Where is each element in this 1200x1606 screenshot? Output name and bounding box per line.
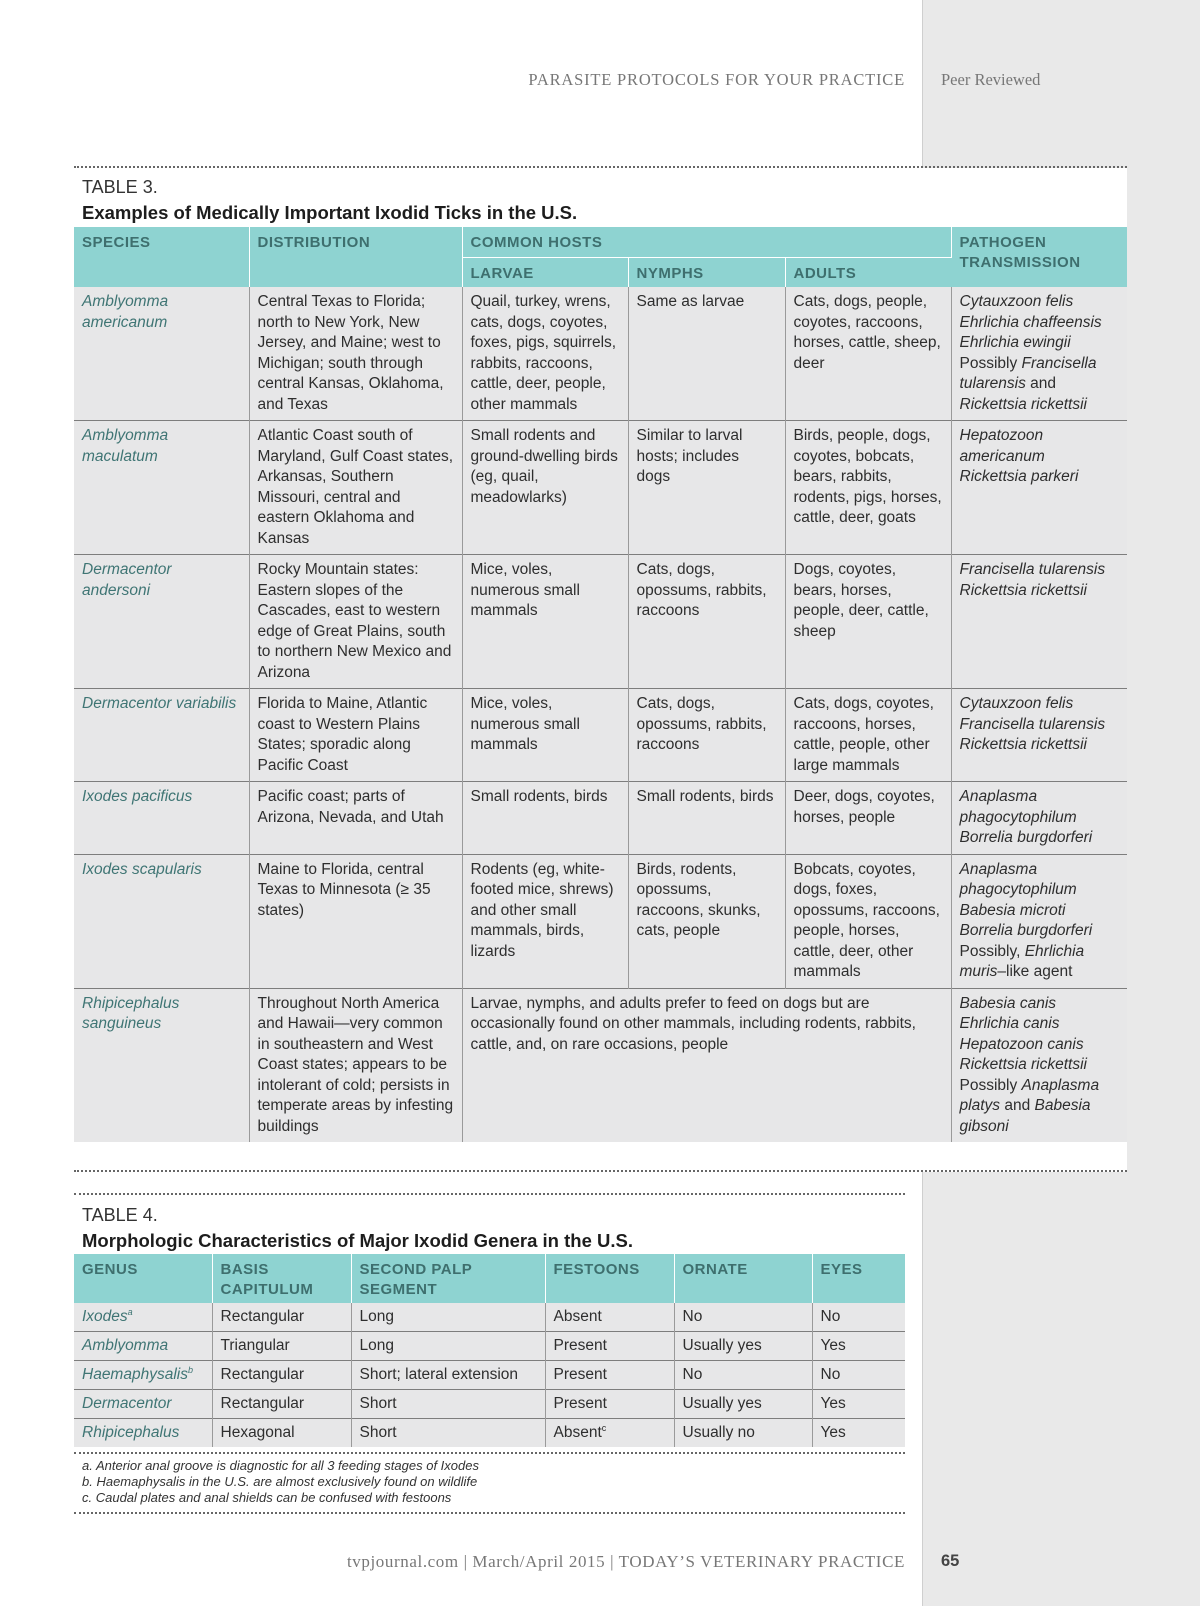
- genus-cell: [74, 1390, 212, 1419]
- table-row: [74, 1332, 905, 1361]
- section-tag: Peer Reviewed: [941, 70, 1041, 89]
- festoons-value: Present: [553, 1366, 607, 1383]
- pathogen-item: Rickettsia rickettsii: [959, 581, 1087, 599]
- pathogen-item: Rickettsia parkeri: [959, 468, 1079, 485]
- palp-cell: Short: [351, 1390, 545, 1419]
- pathogen-cell: [951, 689, 1127, 782]
- pathogen-possible: [960, 354, 1120, 416]
- pathogen-item: Hepatozoon americanum: [959, 427, 1045, 465]
- distribution-cell: Florida to Maine, Atlantic coast to Western Plains States; sporadic along Pacific Coast: [249, 689, 462, 782]
- nymphs-cell: Same as larvae: [628, 287, 785, 421]
- genus-cell: [74, 1419, 212, 1448]
- table-row: [74, 1419, 905, 1448]
- col-header-second-palp: SECOND PALP SEGMENT: [351, 1254, 545, 1303]
- larvae-cell: Quail, turkey, wrens, cats, dogs, coyotes, foxes, pigs, squirrels, rabbits, raccoons, cattle, deer, people, other mammals: [462, 287, 628, 421]
- festoons-cell: [545, 1332, 674, 1361]
- pathogen-conjunction: and: [1025, 375, 1057, 392]
- genus-cell: [74, 1303, 212, 1332]
- pathogen-item: Francisella tularensis: [959, 715, 1106, 733]
- col-header-genus: GENUS: [74, 1254, 212, 1303]
- table3-bottom-rule: [74, 1170, 1127, 1172]
- genus-name: Ixodes: [82, 1308, 128, 1325]
- pathogen-item: Hepatozoon canis: [959, 1035, 1084, 1053]
- pathogen-item: Cytauxzoon felis: [959, 293, 1074, 310]
- ornate-cell: Usually yes: [674, 1390, 812, 1419]
- pathogen-item: Babesia gibsoni: [959, 1097, 1091, 1135]
- table3-title: Examples of Medically Important Ixodid Ticks in the U.S.: [82, 202, 578, 223]
- eyes-cell: Yes: [812, 1332, 905, 1361]
- basis-cell: Rectangular: [212, 1390, 351, 1419]
- pathogen-cell: [951, 854, 1127, 988]
- pathogen-item: Ehrlichia ewingii: [959, 334, 1071, 351]
- ornate-cell: No: [674, 1361, 812, 1390]
- table-row: [74, 421, 1127, 555]
- pathogen-possible: [960, 1076, 1120, 1138]
- adults-cell: Dogs, coyotes, bears, horses, people, deer, cattle, sheep: [785, 555, 951, 689]
- table-row: [74, 689, 1127, 782]
- ornate-cell: No: [674, 1303, 812, 1332]
- distribution-cell: Rocky Mountain states: Eastern slopes of the Cascades, east to western edge of Great Plains, south to northern New Mexico and Arizona: [249, 555, 462, 689]
- species-cell: Amblyomma maculatum: [74, 421, 249, 555]
- pathogen-cell: [951, 287, 1127, 421]
- palp-cell: Short: [351, 1419, 545, 1448]
- table3-top-rule: [74, 166, 1127, 168]
- pathogen-item: Rickettsia rickettsii: [959, 1056, 1087, 1073]
- pathogen-cell: [951, 555, 1127, 689]
- pathogen-item: Rickettsia rickettsii: [959, 736, 1087, 753]
- pathogen-prefix: Possibly,: [959, 942, 1025, 960]
- genus-name: Amblyomma: [82, 1337, 169, 1354]
- basis-cell: Rectangular: [212, 1361, 351, 1390]
- adults-cell: Bobcats, coyotes, dogs, foxes, opossums, raccoons, people, horses, cattle, deer, other mammals: [785, 854, 951, 988]
- table-row: [74, 1303, 905, 1332]
- col-header-eyes: EYES: [812, 1254, 905, 1303]
- footnote-marker: a: [127, 1306, 133, 1317]
- table4: [74, 1254, 905, 1447]
- distribution-cell: Central Texas to Florida; north to New York, New Jersey, and Maine; west to Michigan; south through central Kansas, Oklahoma, and Texas: [249, 287, 462, 421]
- col-header-basis-capitulum: BASIS CAPITULUM: [212, 1254, 351, 1303]
- larvae-cell: Mice, voles, numerous small mammals: [462, 555, 628, 689]
- pathogen-item: Babesia microti: [959, 901, 1066, 919]
- adults-cell: Deer, dogs, coyotes, horses, people: [785, 782, 951, 855]
- species-cell: Amblyomma americanum: [74, 287, 249, 421]
- basis-cell: Hexagonal: [212, 1419, 351, 1448]
- festoons-value: Present: [553, 1337, 607, 1354]
- footnote-marker: b: [187, 1364, 193, 1375]
- genus-cell: [74, 1361, 212, 1390]
- table4-number: TABLE 4.: [82, 1205, 158, 1225]
- col-header-common-hosts: COMMON HOSTS: [462, 227, 951, 257]
- pathogen-item: Rickettsia rickettsii: [959, 395, 1087, 413]
- pathogen-item: Cytauxzoon felis: [959, 695, 1074, 712]
- larvae-cell: Small rodents, birds: [462, 782, 628, 855]
- festoons-value: Present: [553, 1395, 607, 1412]
- species-cell: Ixodes pacificus: [74, 782, 249, 855]
- ornate-cell: Usually yes: [674, 1332, 812, 1361]
- pathogen-item: Ehrlichia muris: [959, 942, 1085, 980]
- col-header-distribution: DISTRIBUTION: [249, 227, 462, 287]
- table-row: [74, 555, 1127, 689]
- table-row: [74, 287, 1127, 421]
- distribution-cell: Throughout North America and Hawaii—very common in southeastern and West Coast states; appears to be intolerant of cold; persists in temperate areas by infesting buildings: [249, 988, 462, 1142]
- col-header-adults: ADULTS: [785, 257, 951, 287]
- genus-name: Dermacentor: [82, 1395, 172, 1412]
- table-row: [74, 782, 1127, 855]
- pathogen-possible: [960, 942, 1120, 983]
- species-cell: Ixodes scapularis: [74, 854, 249, 988]
- larvae-cell: Small rodents and ground-dwelling birds (eg, quail, meadowlarks): [462, 421, 628, 555]
- table4-footnote-rule: [74, 1452, 905, 1454]
- table-row: [74, 988, 1127, 1142]
- table-row: [74, 854, 1127, 988]
- basis-cell: Triangular: [212, 1332, 351, 1361]
- festoons-value: Absent: [553, 1308, 602, 1325]
- adults-cell: Cats, dogs, people, coyotes, raccoons, horses, cattle, sheep, deer: [785, 287, 951, 421]
- col-header-ornate: ORNATE: [674, 1254, 812, 1303]
- nymphs-cell: Cats, dogs, opossums, rabbits, raccoons: [628, 689, 785, 782]
- pathogen-conjunction: –like agent: [997, 963, 1073, 980]
- palp-cell: Long: [351, 1303, 545, 1332]
- table-row: [74, 1390, 905, 1419]
- basis-cell: Rectangular: [212, 1303, 351, 1332]
- festoons-cell: [545, 1361, 674, 1390]
- larvae-cell: Rodents (eg, white-footed mice, shrews) and other small mammals, birds, lizards: [462, 854, 628, 988]
- col-header-nymphs: NYMPHS: [628, 257, 785, 287]
- table-row: [74, 1361, 905, 1390]
- table4-title: Morphologic Characteristics of Major Ixodid Genera in the U.S.: [82, 1230, 633, 1251]
- nymphs-cell: Similar to larval hosts; includes dogs: [628, 421, 785, 555]
- festoons-cell: [545, 1390, 674, 1419]
- adults-cell: Cats, dogs, coyotes, raccoons, horses, cattle, people, other large mammals: [785, 689, 951, 782]
- larvae-cell: Mice, voles, numerous small mammals: [462, 689, 628, 782]
- running-head: PARASITE PROTOCOLS FOR YOUR PRACTICE: [528, 70, 905, 89]
- pathogen-item: Anaplasma phagocytophilum: [959, 788, 1077, 826]
- nymphs-cell: Small rodents, birds: [628, 782, 785, 855]
- pathogen-conjunction: and: [1000, 1097, 1035, 1114]
- pathogen-cell: [951, 988, 1127, 1142]
- pathogen-prefix: Possibly: [959, 354, 1022, 372]
- pathogen-item: Anaplasma phagocytophilum: [959, 860, 1077, 898]
- eyes-cell: Yes: [812, 1419, 905, 1448]
- table3-number: TABLE 3.: [82, 177, 158, 197]
- festoons-cell: [545, 1419, 674, 1448]
- nymphs-cell: Birds, rodents, opossums, raccoons, skunks, cats, people: [628, 854, 785, 988]
- table4-bottom-rule: [74, 1512, 905, 1514]
- page-footer: tvpjournal.com | March/April 2015 | TODAY’S VETERINARY PRACTICE: [346, 1552, 905, 1571]
- festoons-cell: [545, 1303, 674, 1332]
- hosts-combined-cell: Larvae, nymphs, and adults prefer to feed on dogs but are occasionally found on other mammals, including rodents, rabbits, cattle, and, on rare occasions, people: [462, 988, 951, 1142]
- pathogen-item: Ehrlichia canis: [959, 1015, 1060, 1032]
- nymphs-cell: Cats, dogs, opossums, rabbits, raccoons: [628, 555, 785, 689]
- col-header-pathogen: PATHOGEN TRANSMISSION: [951, 227, 1127, 287]
- festoons-value: Absent: [553, 1424, 602, 1441]
- table3: [74, 227, 1127, 1142]
- pathogen-cell: [951, 421, 1127, 555]
- pathogen-item: Borrelia burgdorferi: [959, 922, 1093, 939]
- col-header-larvae: LARVAE: [462, 257, 628, 287]
- pathogen-item: Francisella tularensis: [959, 354, 1097, 392]
- col-header-species: SPECIES: [74, 227, 249, 287]
- species-cell: Dermacentor andersoni: [74, 555, 249, 689]
- pathogen-cell: [951, 782, 1127, 855]
- genus-name: Haemaphysalis: [82, 1366, 188, 1383]
- pathogen-item: Babesia canis: [959, 994, 1057, 1012]
- distribution-cell: Atlantic Coast south of Maryland, Gulf Coast states, Arkansas, Southern Missouri, central and eastern Oklahoma and Kansas: [249, 421, 462, 555]
- species-cell: Rhipicephalus sanguineus: [74, 988, 249, 1142]
- distribution-cell: Pacific coast; parts of Arizona, Nevada, and Utah: [249, 782, 462, 855]
- pathogen-item: Ehrlichia chaffeensis: [959, 313, 1102, 331]
- genus-name: Rhipicephalus: [82, 1424, 180, 1441]
- footnote: a. Anterior anal groove is diagnostic for all 3 feeding stages of Ixodes: [82, 1458, 479, 1473]
- species-cell: Dermacentor variabilis: [74, 689, 249, 782]
- eyes-cell: No: [812, 1361, 905, 1390]
- adults-cell: Birds, people, dogs, coyotes, bobcats, bears, rabbits, rodents, pigs, horses, cattle, deer, goats: [785, 421, 951, 555]
- footnote: c. Caudal plates and anal shields can be confused with festoons: [82, 1490, 452, 1505]
- footnote: b. Haemaphysalis in the U.S. are almost exclusively found on wildlife: [82, 1474, 478, 1489]
- footnote-marker: c: [601, 1422, 607, 1433]
- palp-cell: Short; lateral extension: [351, 1361, 545, 1390]
- ornate-cell: Usually no: [674, 1419, 812, 1448]
- page-number: 65: [941, 1552, 960, 1570]
- distribution-cell: Maine to Florida, central Texas to Minnesota (≥ 35 states): [249, 854, 462, 988]
- pathogen-prefix: Possibly: [959, 1076, 1022, 1094]
- table4-top-rule: [74, 1193, 905, 1195]
- genus-cell: [74, 1332, 212, 1361]
- table4-footnotes: [82, 1458, 892, 1506]
- col-header-festoons: FESTOONS: [545, 1254, 674, 1303]
- pathogen-item: Borrelia burgdorferi: [959, 829, 1093, 846]
- pathogen-item: Francisella tularensis: [959, 561, 1106, 578]
- eyes-cell: Yes: [812, 1390, 905, 1419]
- palp-cell: Long: [351, 1332, 545, 1361]
- eyes-cell: No: [812, 1303, 905, 1332]
- pathogen-item: Anaplasma platys: [959, 1076, 1100, 1114]
